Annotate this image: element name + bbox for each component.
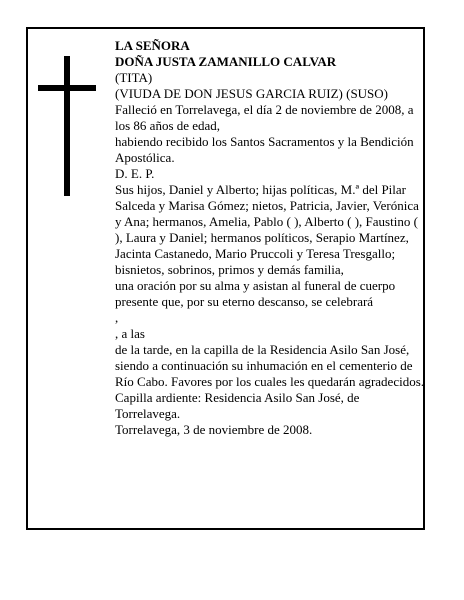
request-paragraph: una oración por su alma y asistan al funeral de cuerpo presente que, por su eterno descanso, se celebrará bbox=[115, 278, 396, 309]
obituary-text bbox=[115, 38, 425, 438]
time-line: , a las bbox=[115, 326, 145, 341]
deceased-name: DOÑA JUSTA ZAMANILLO CALVAR bbox=[115, 54, 337, 69]
widow-line: (VIUDA DE DON JESUS GARCIA RUIZ) (SUSO) bbox=[115, 86, 389, 101]
cross-horizontal-bar bbox=[38, 85, 96, 91]
rip-line: D. E. P. bbox=[115, 166, 155, 181]
family-paragraph: Sus hijos, Daniel y Alberto; hijas políticas, M.ª del Pilar Salceda y Marisa Gómez; nietos, Patricia, Javier, Verónica y Ana; hermanos, Amelia, Pablo ( ), Alberto ( ), Faustino ( ), Laura y Daniel; hermanos políticos, Serapio Martínez, Jacinta Castanedo, Mario Pruccoli y Teresa Tresgallo; bisnietos, sobrinos, primos y demás familia, bbox=[115, 182, 419, 277]
comma-line: , bbox=[115, 310, 119, 325]
funeral-paragraph: de la tarde, en la capilla de la Residencia Asilo San José, siendo a continuación su inhumación en el cementerio de Río Cabo. Favores por los cuales les quedarán agradecidos. Capilla ardiente: Residencia Asilo San José, de Torrelavega. bbox=[115, 342, 425, 421]
cross-vertical-bar bbox=[64, 56, 70, 196]
date-line: Torrelavega, 3 de noviembre de 2008. bbox=[115, 422, 313, 437]
sacraments-paragraph: habiendo recibido los Santos Sacramentos y la Bendición Apostólica. bbox=[115, 134, 414, 165]
heading-title: LA SEÑORA bbox=[115, 38, 190, 53]
death-paragraph: Falleció en Torrelavega, el día 2 de noviembre de 2008, a los 86 años de edad, bbox=[115, 102, 414, 133]
nickname: (TITA) bbox=[115, 70, 153, 85]
